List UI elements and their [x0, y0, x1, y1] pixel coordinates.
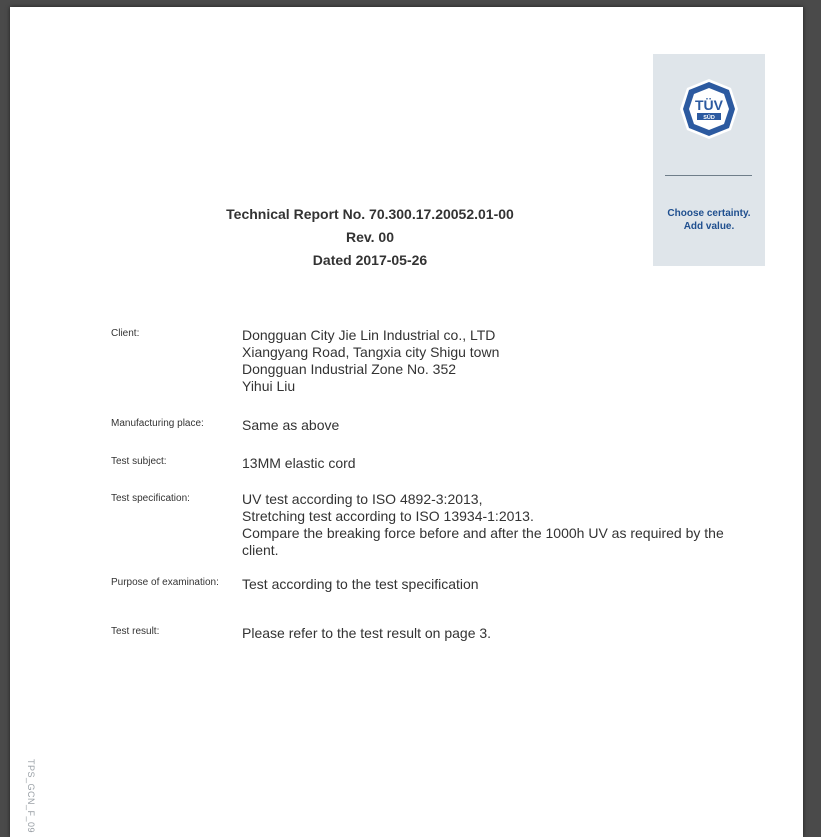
report-date: Dated 2017-05-26 [312, 252, 428, 268]
logo-brand-text: TÜV [695, 97, 723, 113]
spec-line: Compare the breaking force before and after the 1000h UV as required by the client. [242, 525, 724, 558]
test-specification-label: Test specification: [111, 493, 190, 504]
client-label: Client: [111, 328, 140, 339]
test-specification-value [242, 491, 732, 559]
client-value [242, 327, 499, 395]
client-line: Xiangyang Road, Tangxia city Shigu town [242, 344, 500, 360]
tuv-sud-logo [679, 78, 739, 140]
logo-divider [665, 175, 752, 176]
test-subject-label: Test subject: [111, 456, 167, 467]
client-line: Dongguan Industrial Zone No. 352 [242, 361, 457, 377]
spec-line: Stretching test according to ISO 13934-1:2013. [242, 508, 534, 524]
client-line: Dongguan City Jie Lin Industrial co., LTD [242, 327, 496, 343]
spec-line: UV test according to ISO 4892-3:2013, [242, 491, 483, 507]
report-title: Technical Report No. 70.300.17.20052.01-00 [226, 206, 514, 222]
manufacturing-place-label: Manufacturing place: [111, 418, 204, 429]
tagline-line-1: Choose certainty. [667, 208, 751, 219]
test-result-value: Please refer to the test result on page 3. [242, 625, 492, 641]
tuv-sud-logo-panel [653, 54, 765, 266]
report-header [180, 203, 560, 272]
test-subject-value: 13MM elastic cord [242, 455, 356, 471]
test-result-label: Test result: [111, 626, 160, 637]
report-revision: Rev. 00 [346, 229, 394, 245]
manufacturing-place-value: Same as above [242, 417, 340, 433]
tagline-line-2: Add value. [683, 221, 735, 232]
purpose-label: Purpose of examination: [111, 577, 219, 588]
form-code: TPS_GCN_F_09 [26, 759, 36, 834]
logo-sub-text: SÜD [703, 115, 715, 121]
purpose-value: Test according to the test specification [242, 576, 479, 592]
document-page [10, 7, 803, 837]
client-line: Yihui Liu [242, 378, 296, 394]
logo-tagline [653, 207, 765, 233]
